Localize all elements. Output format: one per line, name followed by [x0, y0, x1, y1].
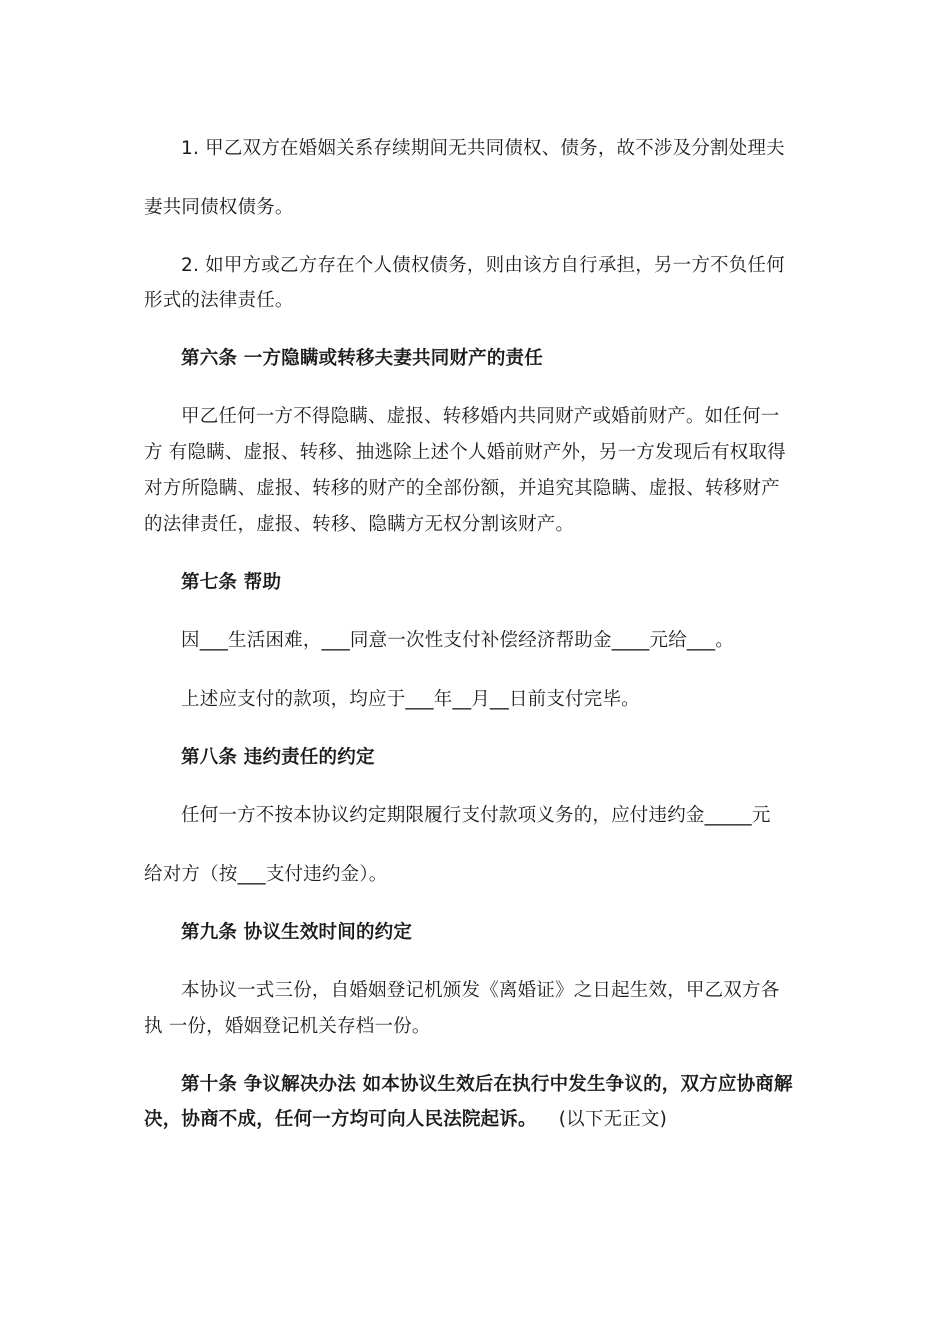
article-10-text: 决，协商不成，任何一方均可向人民法院起诉。 [144, 1109, 537, 1130]
paragraph-line: 上述应支付的款项，均应于___年__月__日前支付完毕。 [181, 689, 640, 710]
article-10-line [144, 1108, 667, 1132]
paragraph-line: 妻共同债权债务。 [144, 197, 294, 218]
paragraph-line: 方 有隐瞒、虚报、转移、抽逃除上述个人婚前财产外，另一方发现后有权取得 [144, 442, 786, 463]
paragraph-line: 给对方（按___支付违约金）。 [144, 864, 388, 885]
paragraph-line: 因___生活困难，___同意一次性支付补偿经济帮助金____元给___。 [181, 630, 734, 651]
paragraph-line: 本协议一式三份，自婚姻登记机颁发《离婚证》之日起生效，甲乙双方各 [181, 980, 780, 1001]
paragraph-line: 的法律责任，虚报、转移、隐瞒方无权分割该财产。 [144, 514, 575, 535]
paragraph-line: 执 一份，婚姻登记机关存档一份。 [144, 1016, 431, 1037]
paragraph-line: 甲乙任何一方不得隐瞒、虚报、转移婚内共同财产或婚前财产。如任何一 [181, 406, 780, 427]
article-heading-8: 第八条 违约责任的约定 [181, 747, 375, 768]
article-heading-7: 第七条 帮助 [181, 572, 282, 593]
article-heading-9: 第九条 协议生效时间的约定 [181, 922, 413, 943]
paragraph-line: 任何一方不按本协议约定期限履行支付款项义务的，应付违约金_____元 [181, 805, 771, 826]
paragraph-line: 1. 甲乙双方在婚姻关系存续期间无共同债权、债务，故不涉及分割处理夫 [181, 138, 785, 159]
closing-note: (以下无正文) [558, 1109, 668, 1130]
paragraph-line: 2. 如甲方或乙方存在个人债权债务，则由该方自行承担，另一方不负任何 [181, 255, 785, 276]
paragraph-line: 对方所隐瞒、虚报、转移的财产的全部份额，并追究其隐瞒、虚报、转移财产 [144, 478, 780, 499]
article-heading-10: 第十条 争议解决办法 如本协议生效后在执行中发生争议的，双方应协商解 [181, 1074, 793, 1095]
paragraph-line: 形式的法律责任。 [144, 290, 294, 311]
article-heading-6: 第六条 一方隐瞒或转移夫妻共同财产的责任 [181, 348, 543, 369]
